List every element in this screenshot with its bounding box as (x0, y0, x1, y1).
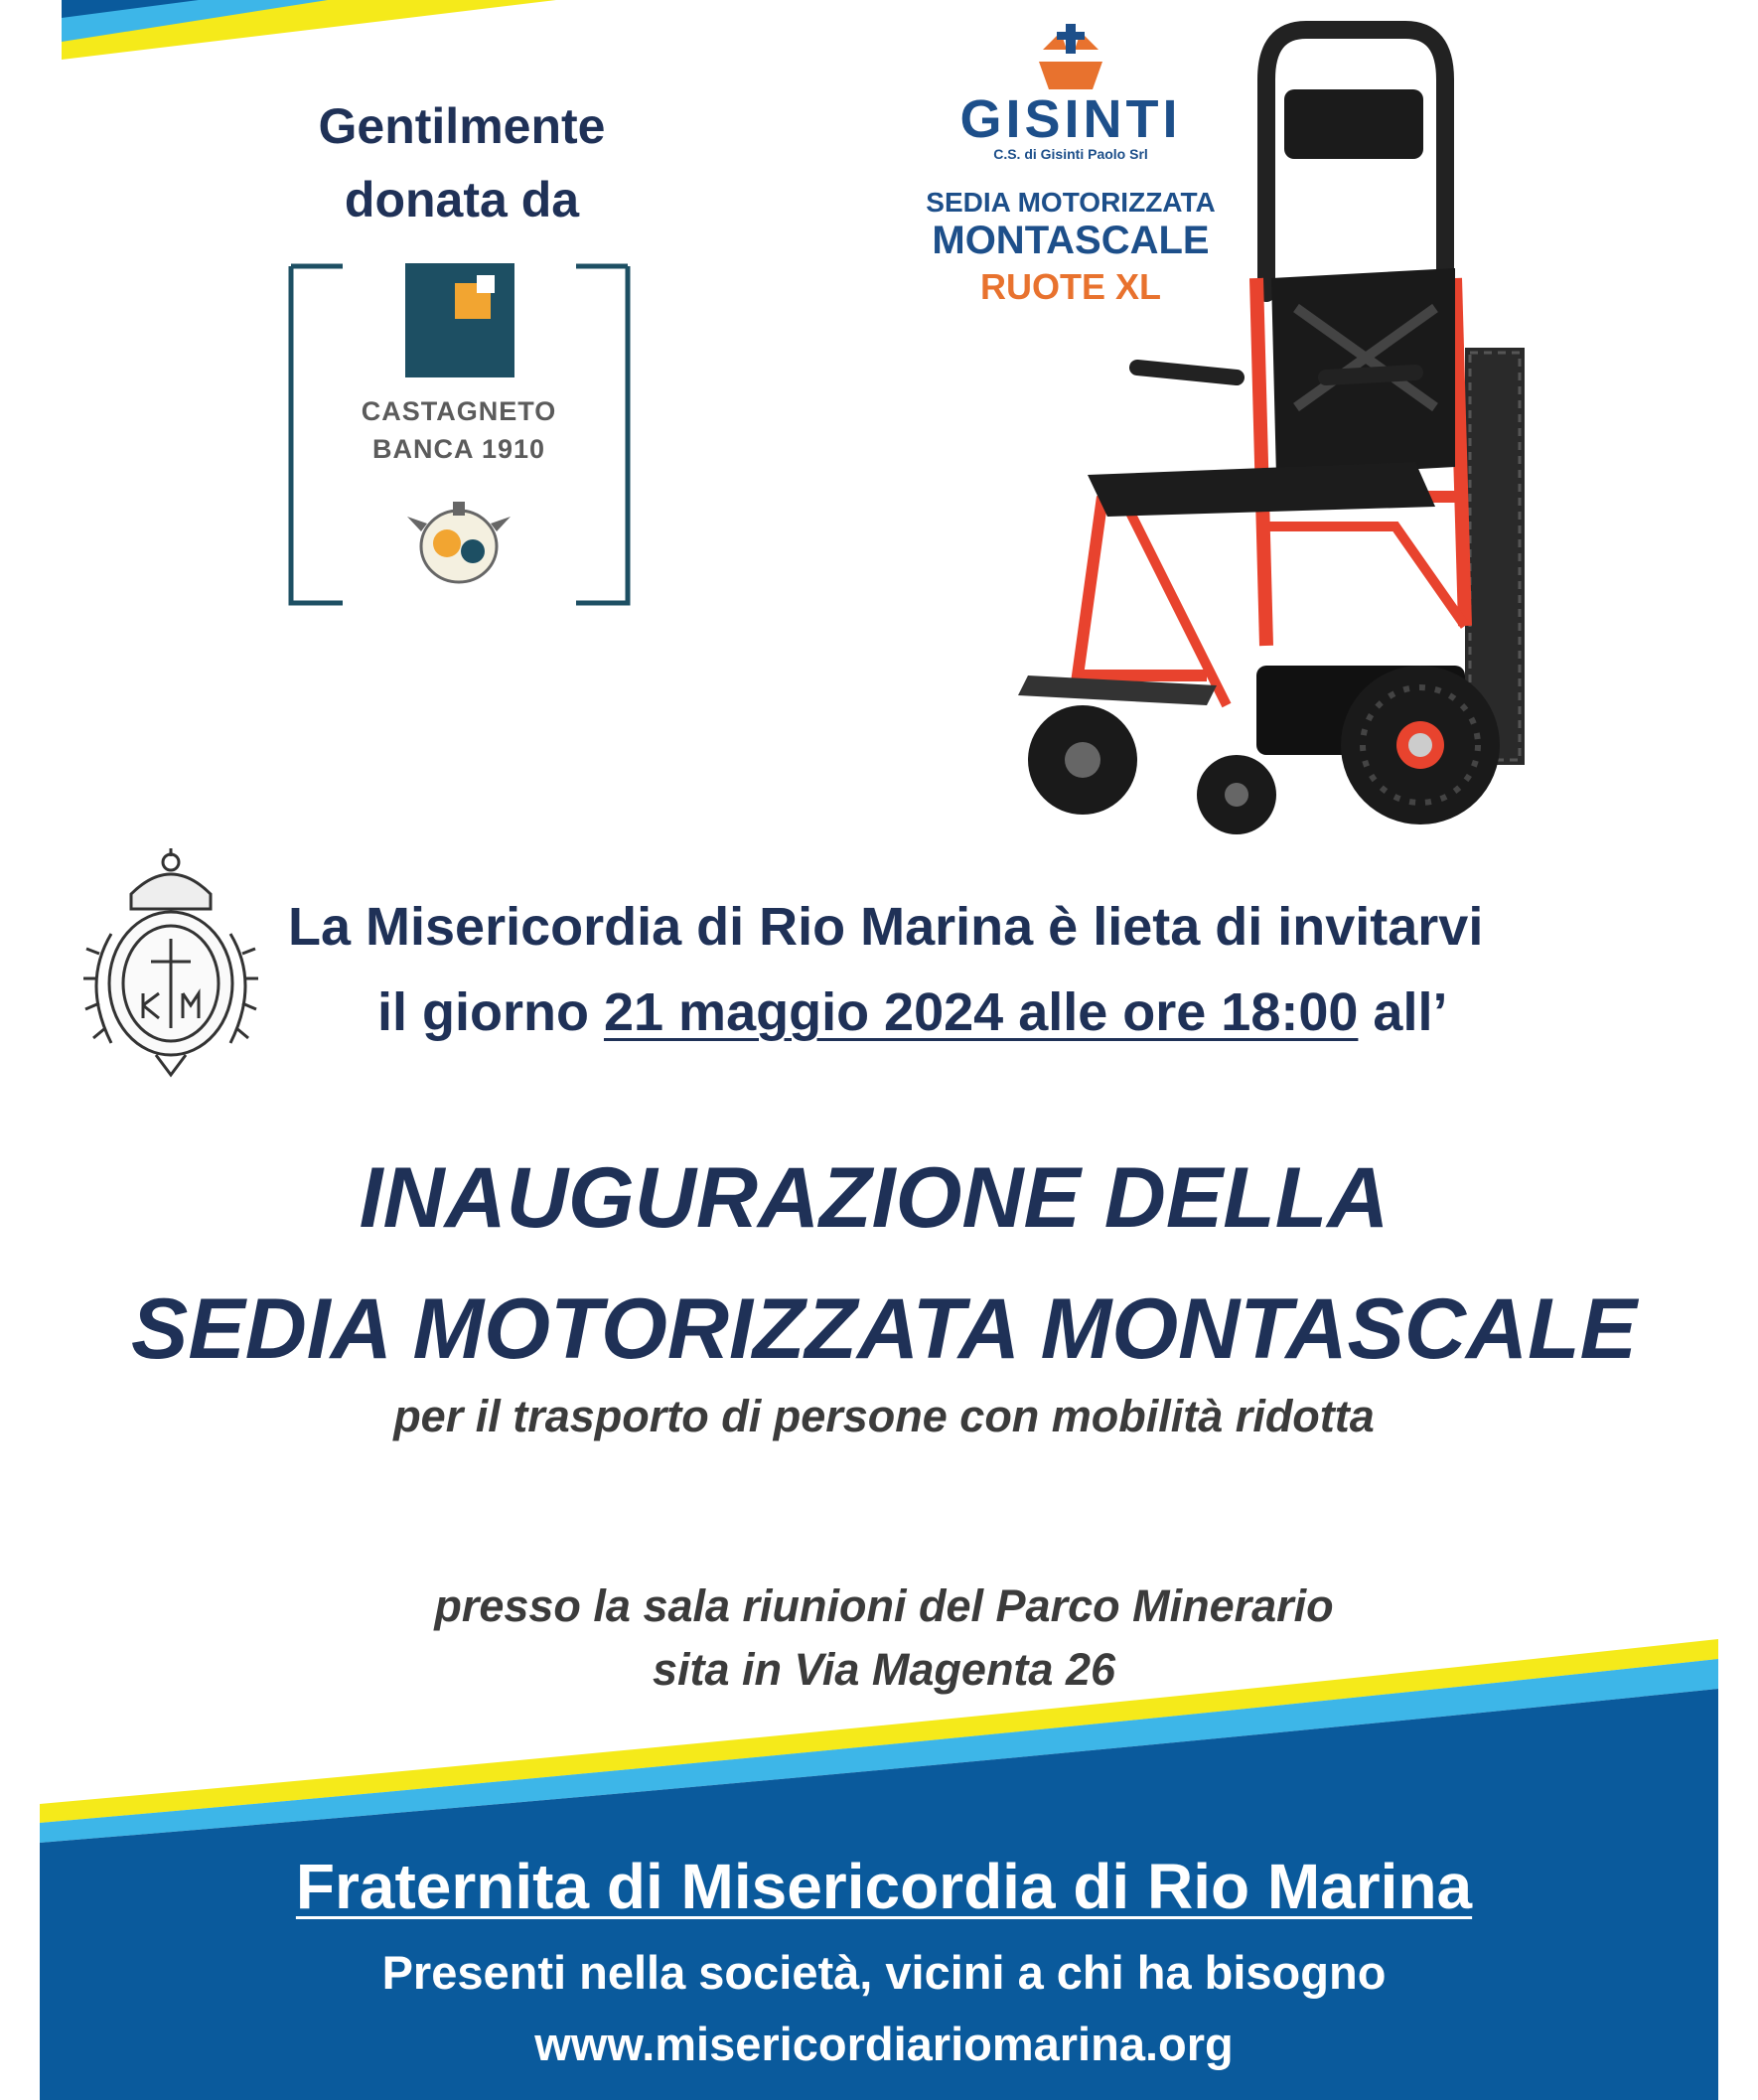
gisinti-product-logo (904, 20, 1242, 328)
event-title (40, 1132, 1728, 1395)
donated-by-line2: donata da (344, 172, 580, 227)
invitation-line1: La Misericordia di Rio Marina è lieta di invitarvi (288, 897, 1484, 957)
donated-by-text (238, 89, 685, 236)
gisinti-product-line2: MONTASCALE (932, 219, 1210, 262)
event-location-line2: sita in Via Magenta 26 (653, 1644, 1115, 1695)
event-location-line1: presso la sala riunioni del Parco Minerario (434, 1580, 1334, 1631)
footer-slogan: Presenti nella società, vicini a chi ha bisogno (381, 1946, 1387, 1999)
bank-emblem-icon (407, 502, 511, 582)
invitation-line2-suffix: all’ (1358, 982, 1448, 1042)
footer-website-link[interactable]: www.misericordiariomarina.org (534, 2018, 1234, 2070)
gisinti-brand: GISINTI (959, 89, 1182, 149)
invitation-text (288, 884, 1738, 1055)
castagneto-banca-logo (288, 263, 631, 606)
bank-name-line1: CASTAGNETO (361, 396, 557, 426)
misericordia-crest-icon (72, 844, 270, 1083)
event-subtitle: per il trasporto di persone con mobilità ridotta (393, 1391, 1375, 1441)
event-date-time: 21 maggio 2024 alle ore 18:00 (603, 982, 1359, 1042)
gisinti-emblem-icon (1039, 24, 1102, 89)
footer-organization-name: Fraternita di Misericordia di Rio Marina (295, 1851, 1473, 1922)
donated-by-line1: Gentilmente (318, 98, 606, 154)
event-title-line1: INAUGURAZIONE DELLA (359, 1150, 1390, 1246)
gisinti-company: C.S. di Gisinti Paolo Srl (993, 146, 1148, 162)
invitation-line2 (288, 970, 1738, 1055)
footer-organization (40, 1850, 1728, 1923)
event-location (40, 1575, 1728, 1702)
invitation-line2-prefix: il giorno (377, 982, 604, 1042)
gisinti-product-line1: SEDIA MOTORIZZATA (926, 187, 1216, 218)
bank-name-line2: BANCA 1910 (371, 434, 546, 464)
event-title-line2: SEDIA MOTORIZZATA MONTASCALE (130, 1281, 1638, 1377)
gisinti-product-line3: RUOTE XL (979, 266, 1162, 307)
